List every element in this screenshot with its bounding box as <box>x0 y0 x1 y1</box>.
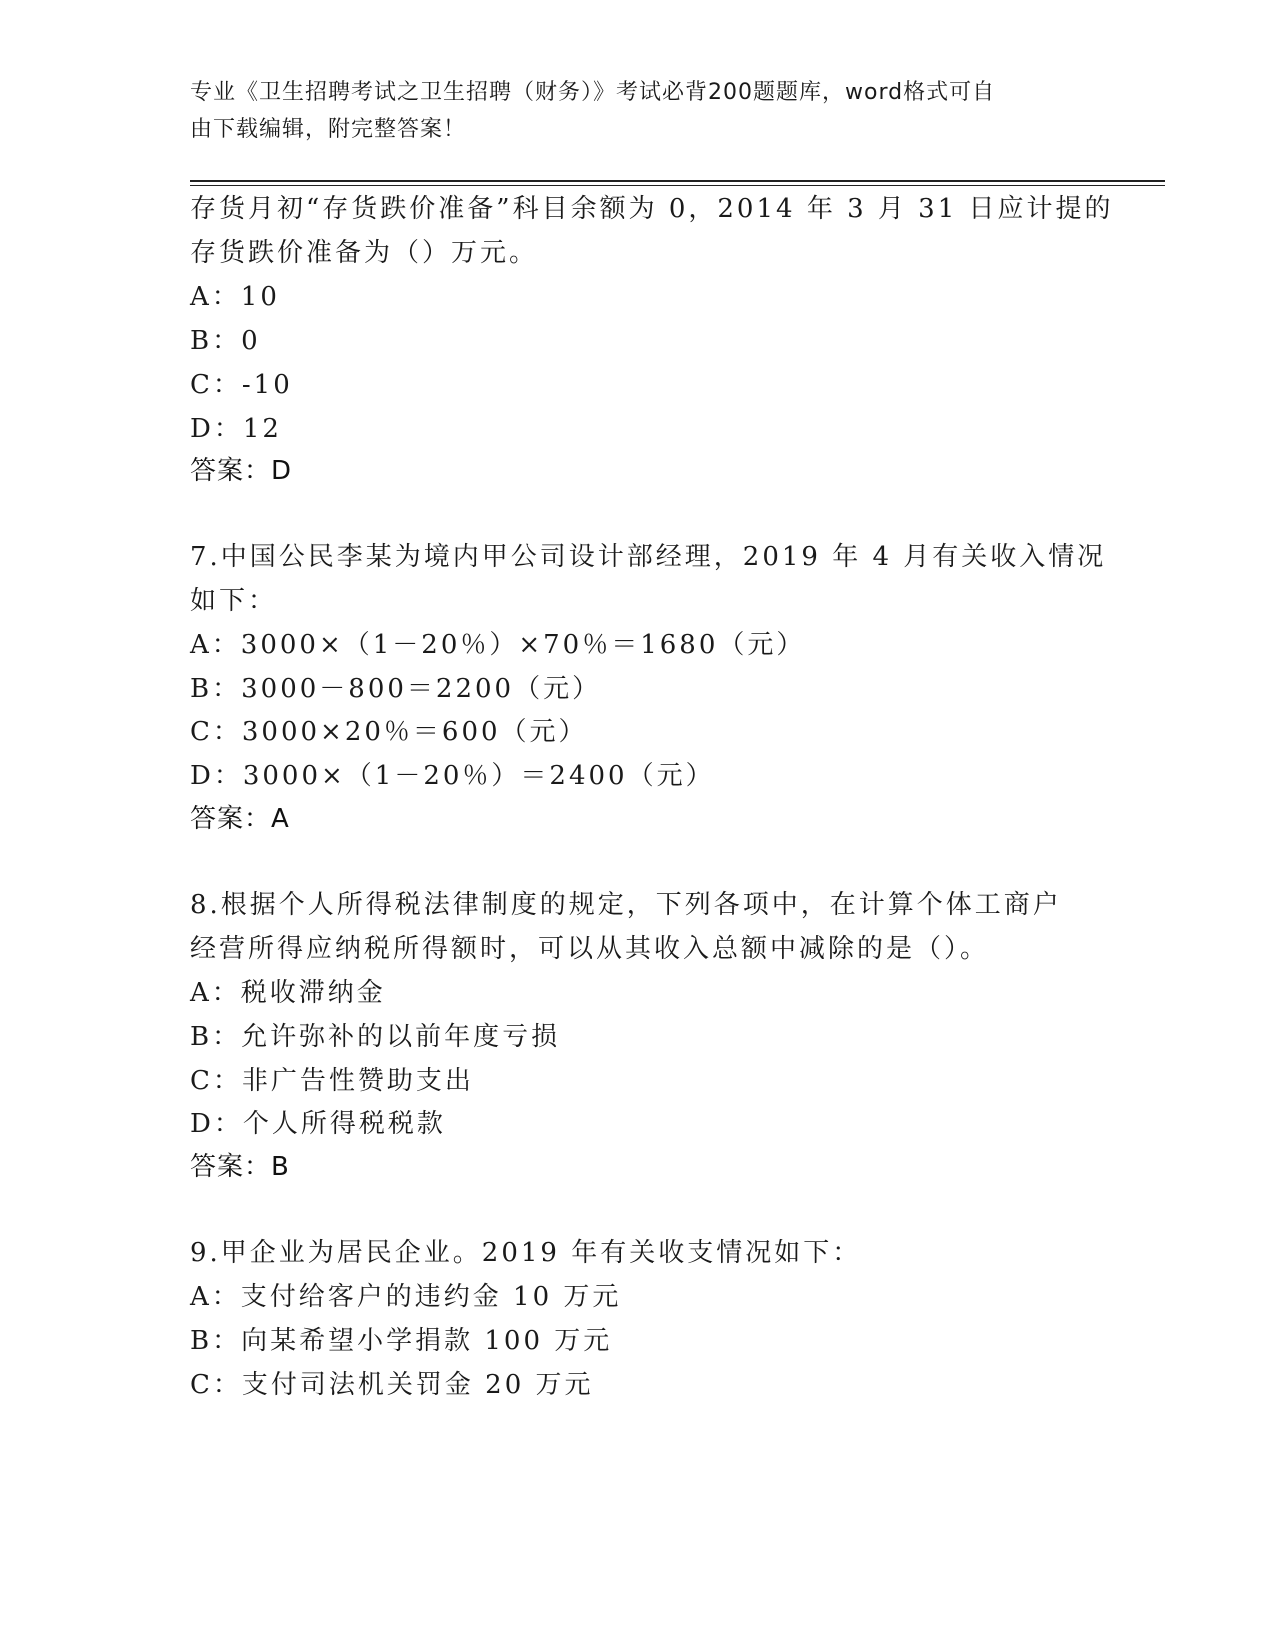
q6-text-line-2: 存货跌价准备为（）万元。 <box>190 238 539 268</box>
q6-text-line-1: 存货月初“存货跌价准备”科目余额为 0，2014 年 3 月 31 日应计提的 <box>190 194 1114 224</box>
q7-text-line-1: 7.中国公民李某为境内甲公司设计部经理，2019 年 4 月有关收入情况 <box>190 542 1107 572</box>
q6-option-b: B：0 <box>190 326 261 356</box>
header-divider-thin <box>190 185 1165 186</box>
q9-option-a: A：支付给客户的违约金 10 万元 <box>190 1282 622 1312</box>
q6-option-c: C：-10 <box>190 370 293 400</box>
q8-text-line-2: 经营所得应纳税所得额时，可以从其收入总额中减除的是（）。 <box>190 934 990 964</box>
q7-option-a: A：3000×（1－20％）×70％＝1680（元） <box>190 630 806 660</box>
header-line-2: 由下载编辑，附完整答案！ <box>190 117 467 142</box>
q7-option-d: D：3000×（1－20％）＝2400（元） <box>190 761 715 791</box>
q6-option-a: A：10 <box>190 282 280 312</box>
q8-option-d: D：个人所得税税款 <box>190 1109 446 1139</box>
header-line-1: 专业《卫生招聘考试之卫生招聘（财务）》考试必背200题题库，word格式可自 <box>190 80 996 105</box>
q9-option-c: C：支付司法机关罚金 20 万元 <box>190 1370 594 1400</box>
q6-answer: 答案：D <box>190 456 293 486</box>
q9-text-line-1: 9.甲企业为居民企业。2019 年有关收支情况如下： <box>190 1238 862 1268</box>
document-header <box>190 74 1080 148</box>
q6-option-d: D：12 <box>190 414 282 444</box>
q7-option-c: C：3000×20％＝600（元） <box>190 717 588 747</box>
header-divider-thick <box>190 180 1165 182</box>
q8-text-line-1: 8.根据个人所得税法律制度的规定，下列各项中，在计算个体工商户 <box>190 890 1062 920</box>
q8-option-a: A：税收滞纳金 <box>190 978 386 1008</box>
q8-answer: 答案：B <box>190 1152 290 1182</box>
q8-option-b: B：允许弥补的以前年度亏损 <box>190 1022 561 1052</box>
q7-text-line-2: 如下： <box>190 586 278 616</box>
q8-option-c: C：非广告性赞助支出 <box>190 1066 474 1096</box>
q9-option-b: B：向某希望小学捐款 100 万元 <box>190 1326 613 1356</box>
q7-answer: 答案：A <box>190 804 290 834</box>
q7-option-b: B：3000－800＝2200（元） <box>190 674 602 704</box>
